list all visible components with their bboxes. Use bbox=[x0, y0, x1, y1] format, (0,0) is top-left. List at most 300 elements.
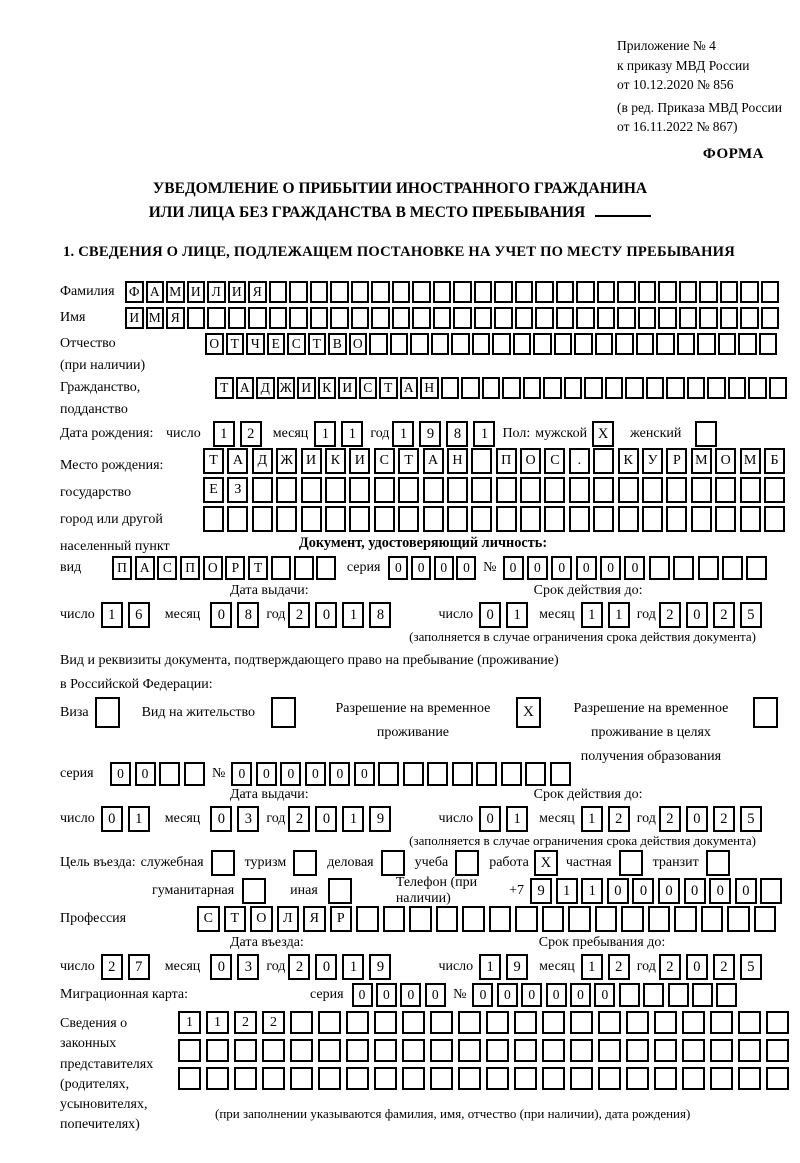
birth-place-cell[interactable] bbox=[276, 506, 297, 532]
given-name-cell[interactable] bbox=[515, 307, 534, 329]
citizenship-cell[interactable]: Д bbox=[256, 377, 275, 399]
given-name-cell[interactable] bbox=[330, 307, 349, 329]
representatives-cell[interactable] bbox=[766, 1039, 789, 1062]
patronymic-cell[interactable]: В bbox=[328, 333, 347, 355]
phone-digit-cell[interactable]: 0 bbox=[607, 878, 629, 904]
given-name-cell[interactable]: Я bbox=[166, 307, 185, 329]
representatives-cell[interactable] bbox=[710, 1011, 733, 1034]
citizenship-cell[interactable] bbox=[769, 377, 788, 399]
purpose-transit-checkbox[interactable] bbox=[706, 850, 730, 876]
birth-place-cell[interactable] bbox=[593, 506, 614, 532]
given-name-cell[interactable] bbox=[638, 307, 657, 329]
doc-kind-cell[interactable]: Т bbox=[248, 556, 268, 580]
given-name-cell[interactable] bbox=[679, 307, 698, 329]
given-name-cell[interactable] bbox=[412, 307, 431, 329]
id-issue-year-cell[interactable]: 2 bbox=[288, 602, 310, 628]
phone-digit-cell[interactable]: 0 bbox=[658, 878, 680, 904]
profession-cell[interactable] bbox=[489, 906, 512, 932]
doc-number-cell[interactable]: 0 bbox=[503, 556, 524, 580]
birth-month-cell[interactable]: 1 bbox=[314, 421, 336, 447]
profession-cell[interactable] bbox=[542, 906, 565, 932]
id-issue-day-cell[interactable]: 6 bbox=[128, 602, 150, 628]
given-name-cell[interactable] bbox=[269, 307, 288, 329]
given-name-cell[interactable] bbox=[289, 307, 308, 329]
surname-cell[interactable] bbox=[330, 281, 349, 303]
birth-place-cell[interactable] bbox=[447, 477, 468, 503]
citizenship-cell[interactable] bbox=[646, 377, 665, 399]
birth-place-cell[interactable] bbox=[496, 506, 517, 532]
surname-cell[interactable] bbox=[310, 281, 329, 303]
birth-place-cell[interactable] bbox=[666, 506, 687, 532]
id-valid-year-cell[interactable]: 0 bbox=[686, 602, 708, 628]
birth-place-cell[interactable]: Ж bbox=[276, 448, 297, 474]
citizenship-cell[interactable] bbox=[605, 377, 624, 399]
residence-valid-day-cell[interactable]: 1 bbox=[506, 806, 528, 832]
surname-cell[interactable] bbox=[556, 281, 575, 303]
representatives-cell[interactable] bbox=[430, 1067, 453, 1090]
given-name-cell[interactable] bbox=[187, 307, 206, 329]
birth-place-cell[interactable] bbox=[301, 477, 322, 503]
profession-cell[interactable]: Т bbox=[224, 906, 247, 932]
residence-issue-year-cell[interactable]: 2 bbox=[288, 806, 310, 832]
profession-cell[interactable] bbox=[648, 906, 671, 932]
given-name-cell[interactable] bbox=[740, 307, 759, 329]
birth-place-cell[interactable]: Т bbox=[203, 448, 224, 474]
representatives-cell[interactable] bbox=[738, 1039, 761, 1062]
representatives-cell[interactable] bbox=[738, 1011, 761, 1034]
patronymic-cell[interactable] bbox=[533, 333, 552, 355]
residence-number-cell[interactable] bbox=[452, 762, 473, 786]
representatives-cell[interactable] bbox=[766, 1067, 789, 1090]
birth-place-cell[interactable] bbox=[618, 477, 639, 503]
representatives-cell[interactable] bbox=[598, 1039, 621, 1062]
migration-number-cell[interactable] bbox=[716, 983, 737, 1007]
citizenship-cell[interactable]: С bbox=[359, 377, 378, 399]
residence-issue-year-cell[interactable]: 0 bbox=[315, 806, 337, 832]
birth-place-cell[interactable]: И bbox=[301, 448, 322, 474]
representatives-cell[interactable] bbox=[234, 1039, 257, 1062]
surname-cell[interactable] bbox=[433, 281, 452, 303]
birth-place-cell[interactable]: М bbox=[691, 448, 712, 474]
surname-cell[interactable]: М bbox=[166, 281, 185, 303]
profession-cell[interactable]: С bbox=[197, 906, 220, 932]
residence-valid-year-cell[interactable]: 2 bbox=[713, 806, 735, 832]
birth-place-cell[interactable] bbox=[544, 477, 565, 503]
phone-digit-cell[interactable]: 0 bbox=[735, 878, 757, 904]
representatives-cell[interactable] bbox=[430, 1039, 453, 1062]
citizenship-cell[interactable] bbox=[564, 377, 583, 399]
doc-kind-cell[interactable]: П bbox=[180, 556, 200, 580]
doc-kind-cell[interactable]: А bbox=[135, 556, 155, 580]
doc-number-cell[interactable] bbox=[746, 556, 767, 580]
birth-place-cell[interactable] bbox=[252, 477, 273, 503]
residence-issue-month-cell[interactable]: 3 bbox=[237, 806, 259, 832]
residence-number-cell[interactable]: 0 bbox=[329, 762, 350, 786]
surname-cell[interactable]: И bbox=[187, 281, 206, 303]
stay-year-cell[interactable]: 0 bbox=[686, 954, 708, 980]
birth-place-cell[interactable] bbox=[764, 477, 785, 503]
id-valid-year-cell[interactable]: 2 bbox=[659, 602, 681, 628]
id-valid-month-cell[interactable]: 1 bbox=[581, 602, 603, 628]
birth-place-cell[interactable]: З bbox=[227, 477, 248, 503]
citizenship-cell[interactable] bbox=[543, 377, 562, 399]
representatives-cell[interactable] bbox=[682, 1067, 705, 1090]
birth-place-cell[interactable] bbox=[740, 506, 761, 532]
birth-day-cell[interactable]: 2 bbox=[240, 421, 262, 447]
purpose-business-checkbox[interactable] bbox=[211, 850, 235, 876]
representatives-cell[interactable] bbox=[402, 1067, 425, 1090]
patronymic-cell[interactable] bbox=[369, 333, 388, 355]
profession-cell[interactable] bbox=[462, 906, 485, 932]
patronymic-cell[interactable] bbox=[513, 333, 532, 355]
birth-year-cell[interactable]: 8 bbox=[446, 421, 468, 447]
residence-number-cell[interactable] bbox=[403, 762, 424, 786]
residence-issue-year-cell[interactable]: 9 bbox=[369, 806, 391, 832]
purpose-tourism-checkbox[interactable] bbox=[293, 850, 317, 876]
residence-series-cell[interactable]: 0 bbox=[110, 762, 131, 786]
citizenship-cell[interactable] bbox=[502, 377, 521, 399]
patronymic-cell[interactable]: С bbox=[287, 333, 306, 355]
representatives-cell[interactable] bbox=[262, 1067, 285, 1090]
representatives-cell[interactable] bbox=[598, 1067, 621, 1090]
doc-number-cell[interactable] bbox=[698, 556, 719, 580]
citizenship-cell[interactable]: Т bbox=[379, 377, 398, 399]
birth-place-cell[interactable]: У bbox=[642, 448, 663, 474]
birth-month-cell[interactable]: 1 bbox=[341, 421, 363, 447]
representatives-cell[interactable] bbox=[626, 1039, 649, 1062]
representatives-cell[interactable] bbox=[542, 1067, 565, 1090]
doc-series-cell[interactable]: 0 bbox=[434, 556, 454, 580]
birth-place-cell[interactable] bbox=[447, 506, 468, 532]
representatives-cell[interactable] bbox=[710, 1039, 733, 1062]
entry-year-cell[interactable]: 1 bbox=[342, 954, 364, 980]
birth-place-cell[interactable] bbox=[666, 477, 687, 503]
representatives-cell[interactable] bbox=[178, 1039, 201, 1062]
profession-cell[interactable]: Л bbox=[277, 906, 300, 932]
residence-number-cell[interactable]: 0 bbox=[305, 762, 326, 786]
birth-place-cell[interactable] bbox=[520, 477, 541, 503]
surname-cell[interactable] bbox=[535, 281, 554, 303]
surname-cell[interactable] bbox=[679, 281, 698, 303]
citizenship-cell[interactable]: Ж bbox=[277, 377, 296, 399]
birth-place-cell[interactable] bbox=[715, 477, 736, 503]
given-name-cell[interactable] bbox=[576, 307, 595, 329]
doc-number-cell[interactable]: 0 bbox=[576, 556, 597, 580]
profession-cell[interactable] bbox=[436, 906, 459, 932]
surname-cell[interactable] bbox=[597, 281, 616, 303]
birth-place-cell[interactable] bbox=[349, 506, 370, 532]
representatives-cell[interactable] bbox=[206, 1067, 229, 1090]
doc-kind-cell[interactable] bbox=[271, 556, 291, 580]
birth-place-cell[interactable]: К bbox=[325, 448, 346, 474]
surname-cell[interactable] bbox=[515, 281, 534, 303]
residence-valid-year-cell[interactable]: 0 bbox=[686, 806, 708, 832]
representatives-cell[interactable] bbox=[486, 1011, 509, 1034]
profession-cell[interactable] bbox=[568, 906, 591, 932]
patronymic-cell[interactable]: Т bbox=[226, 333, 245, 355]
id-issue-month-cell[interactable]: 8 bbox=[237, 602, 259, 628]
representatives-cell[interactable] bbox=[178, 1067, 201, 1090]
doc-kind-cell[interactable]: О bbox=[203, 556, 223, 580]
migration-number-cell[interactable]: 0 bbox=[594, 983, 615, 1007]
surname-cell[interactable] bbox=[289, 281, 308, 303]
patronymic-cell[interactable] bbox=[492, 333, 511, 355]
surname-cell[interactable] bbox=[351, 281, 370, 303]
entry-day-cell[interactable]: 7 bbox=[128, 954, 150, 980]
representatives-cell[interactable] bbox=[374, 1067, 397, 1090]
patronymic-cell[interactable]: О bbox=[205, 333, 224, 355]
representatives-cell[interactable] bbox=[570, 1067, 593, 1090]
citizenship-cell[interactable] bbox=[625, 377, 644, 399]
citizenship-cell[interactable] bbox=[666, 377, 685, 399]
given-name-cell[interactable] bbox=[371, 307, 390, 329]
birth-place-cell[interactable]: П bbox=[496, 448, 517, 474]
birth-place-cell[interactable] bbox=[642, 506, 663, 532]
entry-year-cell[interactable]: 9 bbox=[369, 954, 391, 980]
residence-permit-checkbox[interactable] bbox=[271, 697, 296, 728]
citizenship-cell[interactable] bbox=[687, 377, 706, 399]
residence-number-cell[interactable] bbox=[427, 762, 448, 786]
doc-series-cell[interactable]: 0 bbox=[456, 556, 476, 580]
surname-cell[interactable] bbox=[412, 281, 431, 303]
representatives-cell[interactable] bbox=[374, 1039, 397, 1062]
doc-number-cell[interactable]: 0 bbox=[600, 556, 621, 580]
patronymic-cell[interactable] bbox=[390, 333, 409, 355]
birth-year-cell[interactable]: 1 bbox=[473, 421, 495, 447]
representatives-cell[interactable] bbox=[458, 1011, 481, 1034]
patronymic-cell[interactable] bbox=[410, 333, 429, 355]
representatives-cell[interactable] bbox=[542, 1011, 565, 1034]
representatives-cell[interactable] bbox=[262, 1039, 285, 1062]
birth-place-cell[interactable] bbox=[691, 477, 712, 503]
entry-year-cell[interactable]: 0 bbox=[315, 954, 337, 980]
representatives-cell[interactable]: 1 bbox=[206, 1011, 229, 1034]
surname-cell[interactable] bbox=[761, 281, 780, 303]
surname-cell[interactable] bbox=[576, 281, 595, 303]
birth-place-cell[interactable]: Д bbox=[252, 448, 273, 474]
birth-place-cell[interactable] bbox=[325, 506, 346, 532]
given-name-cell[interactable] bbox=[535, 307, 554, 329]
representatives-cell[interactable] bbox=[710, 1067, 733, 1090]
profession-cell[interactable] bbox=[727, 906, 750, 932]
representatives-cell[interactable] bbox=[458, 1039, 481, 1062]
residence-number-cell[interactable]: 0 bbox=[354, 762, 375, 786]
surname-cell[interactable] bbox=[638, 281, 657, 303]
birth-place-cell[interactable]: Б bbox=[764, 448, 785, 474]
representatives-cell[interactable] bbox=[514, 1067, 537, 1090]
representatives-cell[interactable] bbox=[738, 1067, 761, 1090]
representatives-cell[interactable] bbox=[486, 1039, 509, 1062]
birth-place-cell[interactable]: А bbox=[423, 448, 444, 474]
surname-cell[interactable] bbox=[494, 281, 513, 303]
surname-cell[interactable]: Л bbox=[207, 281, 226, 303]
surname-cell[interactable] bbox=[617, 281, 636, 303]
citizenship-cell[interactable]: Т bbox=[215, 377, 234, 399]
patronymic-cell[interactable] bbox=[636, 333, 655, 355]
citizenship-cell[interactable]: И bbox=[338, 377, 357, 399]
purpose-humanitarian-checkbox[interactable] bbox=[242, 878, 266, 904]
representatives-cell[interactable] bbox=[570, 1039, 593, 1062]
surname-cell[interactable]: И bbox=[228, 281, 247, 303]
birth-place-cell[interactable]: О bbox=[520, 448, 541, 474]
doc-number-cell[interactable] bbox=[673, 556, 694, 580]
migration-number-cell[interactable]: 0 bbox=[472, 983, 493, 1007]
entry-month-cell[interactable]: 0 bbox=[210, 954, 232, 980]
doc-number-cell[interactable]: 0 bbox=[551, 556, 572, 580]
birth-place-cell[interactable]: А bbox=[227, 448, 248, 474]
patronymic-cell[interactable] bbox=[431, 333, 450, 355]
doc-kind-cell[interactable]: С bbox=[157, 556, 177, 580]
birth-place-cell[interactable]: С bbox=[544, 448, 565, 474]
phone-digit-cell[interactable]: 0 bbox=[684, 878, 706, 904]
representatives-cell[interactable]: 1 bbox=[178, 1011, 201, 1034]
residence-number-cell[interactable]: 0 bbox=[256, 762, 277, 786]
representatives-cell[interactable] bbox=[458, 1067, 481, 1090]
birth-place-cell[interactable] bbox=[398, 506, 419, 532]
residence-issue-day-cell[interactable]: 1 bbox=[128, 806, 150, 832]
residence-series-cell[interactable] bbox=[159, 762, 180, 786]
surname-cell[interactable] bbox=[658, 281, 677, 303]
phone-digit-cell[interactable] bbox=[760, 878, 782, 904]
residence-number-cell[interactable]: 0 bbox=[231, 762, 252, 786]
representatives-cell[interactable] bbox=[318, 1067, 341, 1090]
purpose-work-checkbox[interactable]: X bbox=[534, 850, 558, 876]
representatives-cell[interactable] bbox=[290, 1039, 313, 1062]
sex-male-checkbox[interactable]: X bbox=[592, 421, 614, 447]
residence-number-cell[interactable] bbox=[550, 762, 571, 786]
migration-number-cell[interactable]: 0 bbox=[497, 983, 518, 1007]
migration-series-cell[interactable]: 0 bbox=[352, 983, 373, 1007]
representatives-cell[interactable] bbox=[346, 1067, 369, 1090]
stay-day-cell[interactable]: 1 bbox=[479, 954, 501, 980]
birth-place-cell[interactable] bbox=[252, 506, 273, 532]
entry-month-cell[interactable]: 3 bbox=[237, 954, 259, 980]
representatives-cell[interactable] bbox=[374, 1011, 397, 1034]
profession-cell[interactable] bbox=[701, 906, 724, 932]
given-name-cell[interactable]: М bbox=[146, 307, 165, 329]
surname-cell[interactable] bbox=[453, 281, 472, 303]
doc-number-cell[interactable] bbox=[649, 556, 670, 580]
given-name-cell[interactable] bbox=[453, 307, 472, 329]
given-name-cell[interactable] bbox=[699, 307, 718, 329]
residence-series-cell[interactable]: 0 bbox=[135, 762, 156, 786]
given-name-cell[interactable] bbox=[310, 307, 329, 329]
representatives-cell[interactable] bbox=[318, 1039, 341, 1062]
citizenship-cell[interactable] bbox=[441, 377, 460, 399]
doc-kind-cell[interactable] bbox=[294, 556, 314, 580]
representatives-cell[interactable] bbox=[514, 1039, 537, 1062]
birth-place-cell[interactable] bbox=[203, 506, 224, 532]
surname-cell[interactable] bbox=[699, 281, 718, 303]
representatives-cell[interactable] bbox=[206, 1039, 229, 1062]
birth-place-cell[interactable]: И bbox=[349, 448, 370, 474]
residence-valid-month-cell[interactable]: 1 bbox=[581, 806, 603, 832]
migration-number-cell[interactable] bbox=[643, 983, 664, 1007]
surname-cell[interactable] bbox=[269, 281, 288, 303]
representatives-cell[interactable] bbox=[402, 1039, 425, 1062]
id-issue-month-cell[interactable]: 0 bbox=[210, 602, 232, 628]
id-valid-day-cell[interactable]: 0 bbox=[479, 602, 501, 628]
migration-number-cell[interactable]: 0 bbox=[546, 983, 567, 1007]
profession-cell[interactable] bbox=[674, 906, 697, 932]
surname-cell[interactable]: Ф bbox=[125, 281, 144, 303]
given-name-cell[interactable] bbox=[433, 307, 452, 329]
given-name-cell[interactable] bbox=[228, 307, 247, 329]
birth-year-cell[interactable]: 1 bbox=[392, 421, 414, 447]
birth-place-cell[interactable] bbox=[471, 448, 492, 474]
given-name-cell[interactable] bbox=[556, 307, 575, 329]
residence-valid-day-cell[interactable]: 0 bbox=[479, 806, 501, 832]
citizenship-cell[interactable] bbox=[523, 377, 542, 399]
representatives-cell[interactable]: 2 bbox=[234, 1011, 257, 1034]
representatives-cell[interactable] bbox=[486, 1067, 509, 1090]
citizenship-cell[interactable] bbox=[584, 377, 603, 399]
representatives-cell[interactable]: 2 bbox=[262, 1011, 285, 1034]
birth-place-cell[interactable]: Р bbox=[666, 448, 687, 474]
id-issue-year-cell[interactable]: 0 bbox=[315, 602, 337, 628]
representatives-cell[interactable] bbox=[682, 1039, 705, 1062]
representatives-cell[interactable] bbox=[542, 1039, 565, 1062]
representatives-cell[interactable] bbox=[318, 1011, 341, 1034]
phone-digit-cell[interactable]: 0 bbox=[709, 878, 731, 904]
patronymic-cell[interactable]: О bbox=[349, 333, 368, 355]
birth-place-cell[interactable] bbox=[569, 477, 590, 503]
profession-cell[interactable]: Р bbox=[330, 906, 353, 932]
birth-place-cell[interactable] bbox=[227, 506, 248, 532]
birth-place-cell[interactable]: . bbox=[569, 448, 590, 474]
citizenship-cell[interactable] bbox=[748, 377, 767, 399]
representatives-cell[interactable] bbox=[626, 1067, 649, 1090]
citizenship-cell[interactable]: А bbox=[236, 377, 255, 399]
birth-year-cell[interactable]: 9 bbox=[419, 421, 441, 447]
birth-place-cell[interactable] bbox=[593, 448, 614, 474]
given-name-cell[interactable] bbox=[597, 307, 616, 329]
citizenship-cell[interactable]: К bbox=[318, 377, 337, 399]
profession-cell[interactable] bbox=[595, 906, 618, 932]
given-name-cell[interactable] bbox=[720, 307, 739, 329]
patronymic-cell[interactable] bbox=[451, 333, 470, 355]
sex-female-checkbox[interactable] bbox=[695, 421, 717, 447]
birth-place-cell[interactable]: Е bbox=[203, 477, 224, 503]
doc-number-cell[interactable]: 0 bbox=[527, 556, 548, 580]
migration-number-cell[interactable] bbox=[619, 983, 640, 1007]
profession-cell[interactable] bbox=[409, 906, 432, 932]
citizenship-cell[interactable] bbox=[461, 377, 480, 399]
residence-number-cell[interactable] bbox=[476, 762, 497, 786]
profession-cell[interactable] bbox=[621, 906, 644, 932]
birth-place-cell[interactable] bbox=[740, 477, 761, 503]
given-name-cell[interactable] bbox=[658, 307, 677, 329]
profession-cell[interactable] bbox=[754, 906, 777, 932]
migration-series-cell[interactable]: 0 bbox=[425, 983, 446, 1007]
birth-place-cell[interactable] bbox=[691, 506, 712, 532]
birth-place-cell[interactable] bbox=[593, 477, 614, 503]
visa-checkbox[interactable] bbox=[95, 697, 120, 728]
id-valid-year-cell[interactable]: 5 bbox=[740, 602, 762, 628]
id-issue-day-cell[interactable]: 1 bbox=[101, 602, 123, 628]
representatives-cell[interactable] bbox=[654, 1011, 677, 1034]
birth-place-cell[interactable]: С bbox=[374, 448, 395, 474]
patronymic-cell[interactable] bbox=[554, 333, 573, 355]
profession-cell[interactable] bbox=[383, 906, 406, 932]
birth-place-cell[interactable] bbox=[276, 477, 297, 503]
birth-place-cell[interactable] bbox=[325, 477, 346, 503]
birth-place-cell[interactable] bbox=[471, 506, 492, 532]
birth-place-cell[interactable] bbox=[520, 506, 541, 532]
citizenship-cell[interactable] bbox=[482, 377, 501, 399]
birth-place-cell[interactable]: О bbox=[715, 448, 736, 474]
citizenship-cell[interactable]: И bbox=[297, 377, 316, 399]
